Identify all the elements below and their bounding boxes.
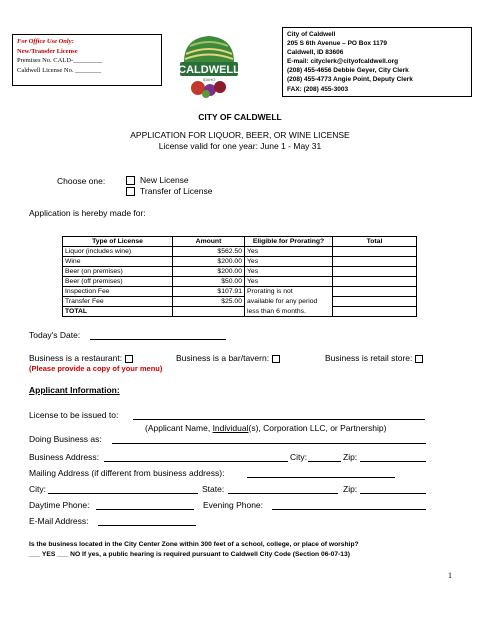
prorating-cell: Yes <box>245 267 333 277</box>
amount-cell: $50.00 <box>173 277 245 287</box>
business-address-line[interactable] <box>104 461 288 462</box>
contact-email: E-mail: cityclerk@cityofcaldwell.org <box>287 58 399 66</box>
choose-one-label: Choose one: <box>57 176 106 186</box>
page-number: 1 <box>448 571 452 580</box>
table-row <box>63 287 417 297</box>
mailing-address-line[interactable] <box>247 477 395 478</box>
state-label: State: <box>202 484 225 494</box>
table-header-row <box>63 237 417 247</box>
total-cell[interactable] <box>333 277 417 287</box>
contact-line: 205 S 6th Avenue – PO Box 1179 <box>287 40 387 48</box>
prorating-note: less than 6 months. <box>245 307 333 317</box>
header-total: Total <box>333 237 417 247</box>
city-heading: CITY OF CALDWELL <box>198 112 282 122</box>
evening-phone-label: Evening Phone: <box>203 500 264 510</box>
form-title: APPLICATION FOR LIQUOR, BEER, OR WINE LICENSE <box>130 130 350 140</box>
zone-question: Is the business located in the City Center Zone within 300 feet of a school, college, or place of worship? <box>29 541 359 548</box>
restaurant-label: Business is a restaurant: <box>29 353 123 363</box>
prorating-note: Prorating is not <box>245 287 333 297</box>
amount-cell: $107.91 <box>173 287 245 297</box>
header-amount: Amount <box>173 237 245 247</box>
daytime-phone-label: Daytime Phone: <box>29 500 90 510</box>
amount-cell: $25.00 <box>173 297 245 307</box>
new-license-label: New License <box>140 175 189 185</box>
city2-label: City: <box>29 484 46 494</box>
prorating-note: available for any period <box>245 297 333 307</box>
zip-label: Zip: <box>343 452 358 462</box>
license-type-cell: Beer (on premises) <box>63 267 173 277</box>
menu-note: (Please provide a copy of your menu) <box>29 364 163 373</box>
license-type-cell: Transfer Fee <box>63 297 173 307</box>
table-row <box>63 277 417 287</box>
bar-checkbox[interactable] <box>272 355 280 363</box>
header-type: Type of License <box>63 237 173 247</box>
caldwell-license-number: Caldwell License No. ________ <box>17 66 102 74</box>
svg-text:IDAHO: IDAHO <box>202 77 216 82</box>
table-row <box>63 267 417 277</box>
evening-phone-line[interactable] <box>272 509 426 510</box>
license-to-line[interactable] <box>133 419 425 420</box>
license-type-cell: Wine <box>63 257 173 267</box>
todays-date-label: Today's Date: <box>29 330 81 340</box>
bar-label: Business is a bar/tavern: <box>176 353 270 363</box>
retail-label: Business is retail store: <box>325 353 413 363</box>
prorating-cell: Yes <box>245 277 333 287</box>
restaurant-option[interactable] <box>29 353 133 363</box>
mailing-address-label: Mailing Address (if different from business address): <box>29 468 225 478</box>
zip2-label: Zip: <box>343 484 358 494</box>
city-logo <box>176 32 242 102</box>
prorating-cell: Yes <box>245 257 333 267</box>
amount-cell: $200.00 <box>173 267 245 277</box>
dba-label: Doing Business as: <box>29 434 102 444</box>
transfer-license-checkbox[interactable] <box>126 187 135 196</box>
state-line[interactable] <box>228 493 338 494</box>
svg-text:CALDWELL: CALDWELL <box>178 64 240 76</box>
license-to-label: License to be issued to: <box>29 410 119 420</box>
amount-cell: $562.50 <box>173 247 245 257</box>
total-cell[interactable] <box>333 287 417 297</box>
amount-cell <box>173 307 245 317</box>
grand-total-cell[interactable] <box>333 307 417 317</box>
header-prorating: Eligible for Prorating? <box>245 237 333 247</box>
todays-date-line[interactable] <box>90 339 226 340</box>
bar-option[interactable] <box>176 353 280 363</box>
city2-line[interactable] <box>48 493 198 494</box>
zip2-line[interactable] <box>360 493 426 494</box>
email-label: E-Mail Address: <box>29 516 89 526</box>
contact-box <box>282 27 472 97</box>
dba-line[interactable] <box>112 443 426 444</box>
new-license-option[interactable] <box>126 175 189 185</box>
retail-option[interactable] <box>325 353 423 363</box>
applicant-info-heading: Applicant Information: <box>29 385 120 395</box>
license-type-cell: Liquor (includes wine) <box>63 247 173 257</box>
license-type-cell: Inspection Fee <box>63 287 173 297</box>
application-made-label: Application is hereby made for: <box>29 208 146 218</box>
total-cell[interactable] <box>333 247 417 257</box>
zone-answer[interactable]: ___ YES ___ NO If yes, a public hearing is required pursuant to Caldwell City Code (Section 06-07-13) <box>29 551 350 558</box>
note-text: (s), Corporation LLC, or Partnership) <box>248 423 387 433</box>
total-cell[interactable] <box>333 257 417 267</box>
contact-fax: FAX: (208) 455-3003 <box>287 85 349 93</box>
license-validity: License valid for one year: June 1 - May 31 <box>158 141 322 151</box>
transfer-license-option[interactable] <box>126 186 212 196</box>
total-cell[interactable] <box>333 267 417 277</box>
transfer-license-label: Transfer of License <box>140 186 213 196</box>
business-address-label: Business Address: <box>29 452 99 462</box>
table-row <box>63 257 417 267</box>
city-label: City: <box>290 452 307 462</box>
new-license-checkbox[interactable] <box>126 176 135 185</box>
contact-line: (208) 455-4773 Angie Point, Deputy Clerk <box>287 76 413 84</box>
email-line[interactable] <box>98 525 196 526</box>
amount-cell: $200.00 <box>173 257 245 267</box>
table-row <box>63 297 417 307</box>
license-type-cell: Beer (off premises) <box>63 277 173 287</box>
contact-line: (208) 455-4656 Debbie Geyer, City Clerk <box>287 67 409 75</box>
retail-checkbox[interactable] <box>415 355 423 363</box>
premises-number: Premises No. CALD-_________ <box>17 57 103 64</box>
total-cell[interactable] <box>333 297 417 307</box>
note-text: (Applicant Name, <box>145 423 213 433</box>
office-use-title: For Office Use Only: <box>17 38 74 45</box>
office-use-box <box>12 34 162 86</box>
prorating-cell: Yes <box>245 247 333 257</box>
zip-line[interactable] <box>360 461 426 462</box>
contact-line: City of Caldwell <box>287 31 336 38</box>
note-individual: Individual <box>212 423 249 433</box>
daytime-phone-underline[interactable] <box>96 509 194 510</box>
contact-line: Caldwell, ID 83606 <box>287 49 344 57</box>
office-license-type: New/Transfer License <box>17 47 78 55</box>
license-fee-table <box>62 236 417 317</box>
total-label-cell: TOTAL <box>63 307 173 317</box>
restaurant-checkbox[interactable] <box>125 355 133 363</box>
city-line[interactable] <box>308 461 341 462</box>
table-row <box>63 247 417 257</box>
license-to-note <box>145 423 386 433</box>
table-row <box>63 307 417 317</box>
